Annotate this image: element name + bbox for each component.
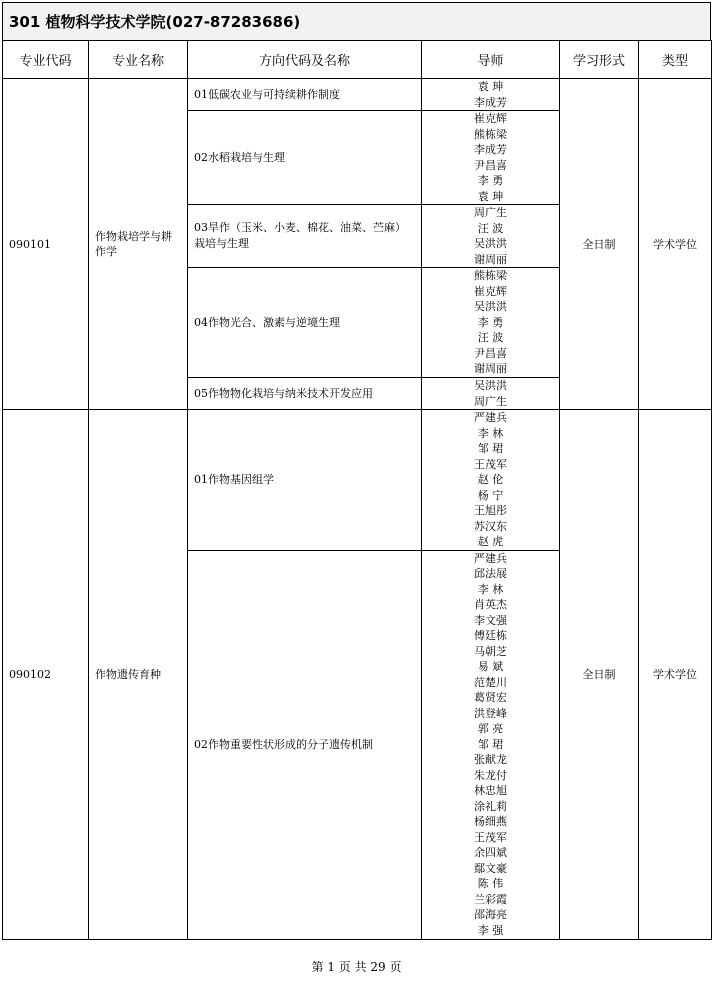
tutor-name: 王旭彤 <box>474 504 507 517</box>
college-title: 301 植物科学技术学院(027-87283686) <box>9 13 301 31</box>
degree-type: 学术学位 <box>639 79 712 410</box>
tutor-name: 傅廷栋 <box>474 629 507 643</box>
study-mode: 全日制 <box>560 410 639 940</box>
direction-name: 02作物重要性状形成的分子遗传机制 <box>188 550 422 939</box>
tutor-name: 鄢文豪 <box>474 861 507 875</box>
study-mode: 全日制 <box>560 79 639 410</box>
tutor-name: 葛贤宏 <box>474 691 507 705</box>
tutor-name: 王茂军 <box>474 830 507 844</box>
tutor-name: 马朝芝 <box>474 644 507 658</box>
tutor-name: 吴洪洪 <box>474 379 507 392</box>
tutor-name: 熊栋梁 <box>474 127 507 141</box>
page-title <box>2 2 711 40</box>
tutor-name: 李 勇 <box>477 315 504 329</box>
tutor-name: 肖英杰 <box>474 598 507 612</box>
tutor-name: 余四斌 <box>474 846 507 860</box>
tutor-list <box>422 378 560 410</box>
tutor-name: 袁 珅 <box>477 80 504 93</box>
tutor-list <box>422 410 560 551</box>
tutor-name: 谢周丽 <box>474 362 507 376</box>
page-number: 第 1 页 共 29 页 <box>311 960 402 974</box>
tutor-name: 邵海亮 <box>474 908 507 922</box>
direction-name: 03旱作（玉米、小麦、棉花、油菜、苎麻）栽培与生理 <box>188 205 422 268</box>
tutor-name: 汪 波 <box>477 331 504 345</box>
tutor-name: 范楚川 <box>474 675 507 689</box>
major-code: 090102 <box>3 410 89 940</box>
tutor-name: 尹昌喜 <box>474 158 507 172</box>
tutor-name: 李 强 <box>477 923 504 937</box>
tutor-name: 李 勇 <box>477 174 504 187</box>
col-header-type: 类型 <box>639 41 712 79</box>
tutor-name: 熊栋梁 <box>474 269 507 283</box>
degree-type: 学术学位 <box>639 410 712 940</box>
tutor-name: 苏汉东 <box>474 519 507 533</box>
tutor-name: 邱法展 <box>474 567 507 581</box>
tutor-name: 王茂军 <box>474 457 507 471</box>
tutor-name: 谢周丽 <box>474 252 507 266</box>
tutor-name: 陈 伟 <box>477 877 504 891</box>
tutor-list <box>422 79 560 111</box>
direction-name: 05作物物化栽培与纳米技术开发应用 <box>188 378 422 410</box>
tutor-name: 洪登峰 <box>474 706 507 720</box>
col-header-major: 专业名称 <box>89 41 188 79</box>
tutor-name: 张献龙 <box>474 753 507 767</box>
tutor-name: 崔克辉 <box>474 284 507 298</box>
tutor-name: 李 林 <box>477 426 504 440</box>
tutor-name: 吴洪洪 <box>474 237 507 250</box>
tutor-list <box>422 268 560 378</box>
tutor-name: 杨 宁 <box>477 488 504 502</box>
col-header-tutor: 导师 <box>422 41 560 79</box>
major-code: 090101 <box>3 79 89 410</box>
program-table <box>2 40 712 940</box>
direction-name: 01作物基因组学 <box>188 410 422 551</box>
tutor-list <box>422 550 560 939</box>
tutor-name: 吴洪洪 <box>474 300 507 314</box>
tutor-name: 易 斌 <box>477 660 504 674</box>
tutor-name: 严建兵 <box>474 411 507 424</box>
tutor-name: 赵 伦 <box>477 473 504 486</box>
table-row <box>3 79 712 111</box>
page-footer <box>0 958 713 975</box>
tutor-name: 杨细燕 <box>474 815 507 829</box>
tutor-name: 李 林 <box>477 582 504 596</box>
tutor-name: 涂礼莉 <box>474 799 507 813</box>
tutor-name: 李文强 <box>474 613 507 627</box>
col-header-code: 专业代码 <box>3 41 89 79</box>
major-name: 作物栽培学与耕作学 <box>89 79 188 410</box>
tutor-name: 赵 虎 <box>477 535 504 548</box>
tutor-name: 严建兵 <box>474 551 507 565</box>
direction-name: 04作物光合、激素与逆境生理 <box>188 268 422 378</box>
tutor-name: 朱龙付 <box>474 768 507 782</box>
tutor-name: 袁 珅 <box>477 189 504 203</box>
tutor-name: 邹 珺 <box>477 737 504 751</box>
tutor-list <box>422 205 560 268</box>
tutor-name: 尹昌喜 <box>474 346 507 360</box>
direction-name: 01低碳农业与可持续耕作制度 <box>188 79 422 111</box>
table-header-row <box>3 41 712 79</box>
major-name: 作物遗传育种 <box>89 410 188 940</box>
tutor-name: 崔克辉 <box>474 112 507 125</box>
tutor-name: 周广生 <box>474 394 507 408</box>
col-header-direction: 方向代码及名称 <box>188 41 422 79</box>
col-header-mode: 学习形式 <box>560 41 639 79</box>
tutor-name: 郭 亮 <box>477 722 504 736</box>
tutor-name: 邹 珺 <box>477 442 504 455</box>
tutor-name: 兰彩霞 <box>474 892 507 906</box>
table-row <box>3 410 712 551</box>
tutor-name: 林忠旭 <box>474 784 507 798</box>
tutor-name: 李成芳 <box>474 95 507 109</box>
tutor-list <box>422 111 560 205</box>
tutor-name: 汪 波 <box>477 221 504 235</box>
tutor-name: 李成芳 <box>474 143 507 156</box>
direction-name: 02水稻栽培与生理 <box>188 111 422 205</box>
tutor-name: 周广生 <box>474 206 507 219</box>
